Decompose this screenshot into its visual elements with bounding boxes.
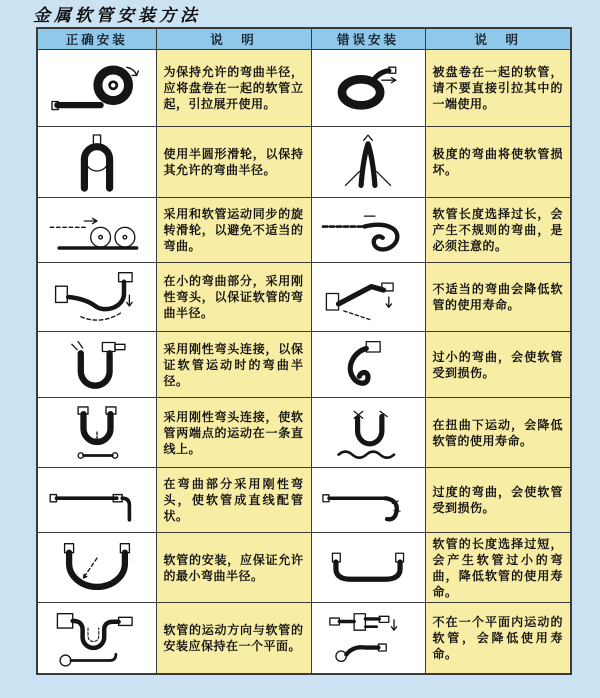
wrong-illustration-cell	[311, 398, 425, 468]
correct-description: 软管的安装，应保证允许的最小弯曲半径。	[156, 533, 311, 603]
tight-hook-bend-hose-icon	[316, 336, 420, 394]
correct-description: 采用和软管运动同步的旋转滑轮，以避免不适当的弯曲。	[156, 198, 311, 263]
coiled-hose-upright-icon	[43, 55, 151, 121]
wrong-description: 被盘卷在一起的软管，请不要直接引拉其中的一端使用。	[425, 50, 571, 127]
extreme-bend-hose-icon	[316, 131, 420, 193]
table-row	[37, 398, 571, 468]
planar-motion-hose-icon	[43, 606, 151, 670]
table-row	[37, 127, 571, 198]
correct-description: 使用半圆形滑轮，以保持其允许的弯曲半径。	[156, 127, 311, 198]
correct-description: 在小的弯曲部分，采用刚性弯头，以保证软管的弯曲半径。	[156, 263, 311, 332]
wrong-illustration-cell	[311, 263, 425, 332]
wrong-description: 过小的弯曲，会使软管受到损伤。	[425, 332, 571, 398]
wrong-description: 在扭曲下运动，会降低软管的使用寿命。	[425, 398, 571, 468]
correct-illustration-cell	[37, 533, 156, 603]
table-row	[37, 603, 571, 674]
correct-description: 采用刚性弯头连接，使软管两端点的运动在一条直线上。	[156, 398, 311, 468]
wrong-illustration-cell	[311, 50, 425, 127]
header-correct-install: 正确安装	[37, 28, 156, 50]
header-description-left: 说 明	[156, 28, 311, 50]
correct-illustration-cell	[37, 332, 156, 398]
over-bent-end-hose-icon	[316, 472, 420, 528]
wrong-description: 软管的长度选择过短，会产生软管过小的弯曲，降低软管的使用寿命。	[425, 533, 571, 603]
correct-illustration-cell	[37, 198, 156, 263]
installation-methods-table	[36, 27, 572, 675]
wrong-illustration-cell	[311, 332, 425, 398]
correct-illustration-cell	[37, 50, 156, 127]
min-bend-radius-u-hose-icon	[43, 537, 151, 599]
correct-description: 软管的运动方向与软管的安装应保持在一个平面。	[156, 603, 311, 674]
wrong-illustration-cell	[311, 603, 425, 674]
wrong-description: 不在一个平面内运动的软管，会降低使用寿命。	[425, 603, 571, 674]
coiled-hose-pulled-end-icon	[316, 55, 420, 121]
non-planar-motion-hose-icon	[316, 606, 420, 670]
table-row	[37, 198, 571, 263]
wrong-description: 软管长度选择过长，会产生不规则的弯曲，是必须注意的。	[425, 198, 571, 263]
table-row	[37, 468, 571, 533]
table-row	[37, 50, 571, 127]
semicircular-pulley-hose-icon	[43, 131, 151, 193]
improper-bend-hose-icon	[316, 267, 420, 327]
wrong-illustration-cell	[311, 127, 425, 198]
correct-description: 在弯曲部分采用刚性弯头，使软管成直线配管状。	[156, 468, 311, 533]
table-row	[37, 533, 571, 603]
wrong-description: 过度的弯曲，会使软管受到损伤。	[425, 468, 571, 533]
header-wrong-install: 错误安装	[311, 28, 425, 50]
irregular-loop-hose-icon	[316, 202, 420, 258]
rotating-pulleys-hose-icon	[43, 202, 151, 258]
correct-illustration-cell	[37, 263, 156, 332]
header-description-right: 说 明	[425, 28, 571, 50]
wrong-illustration-cell	[311, 468, 425, 533]
too-short-flat-hose-icon	[316, 537, 420, 599]
page-title: 金属软管安装方法	[33, 6, 201, 26]
wrong-description: 不适当的弯曲会降低软管的使用寿命。	[425, 263, 571, 332]
table-row	[37, 263, 571, 332]
wrong-illustration-cell	[311, 533, 425, 603]
table-row	[37, 332, 571, 398]
rigid-elbow-small-bend-icon	[43, 267, 151, 327]
rigid-elbow-u-hose-icon	[43, 336, 151, 394]
correct-illustration-cell	[37, 603, 156, 674]
wrong-description: 极度的弯曲将使软管损坏。	[425, 127, 571, 198]
wrong-illustration-cell	[311, 198, 425, 263]
correct-illustration-cell	[37, 127, 156, 198]
correct-illustration-cell	[37, 468, 156, 533]
correct-description: 采用刚性弯头连接，以保证软管运动时的弯曲半径。	[156, 332, 311, 398]
straight-piping-elbow-icon	[43, 472, 151, 528]
correct-illustration-cell	[37, 398, 156, 468]
correct-description: 为保持允许的弯曲半径，应将盘卷在一起的软管立起，引拉展开使用。	[156, 50, 311, 127]
straight-line-motion-u-hose-icon	[43, 402, 151, 464]
header-row	[37, 28, 571, 50]
twisted-u-hose-icon	[316, 402, 420, 464]
